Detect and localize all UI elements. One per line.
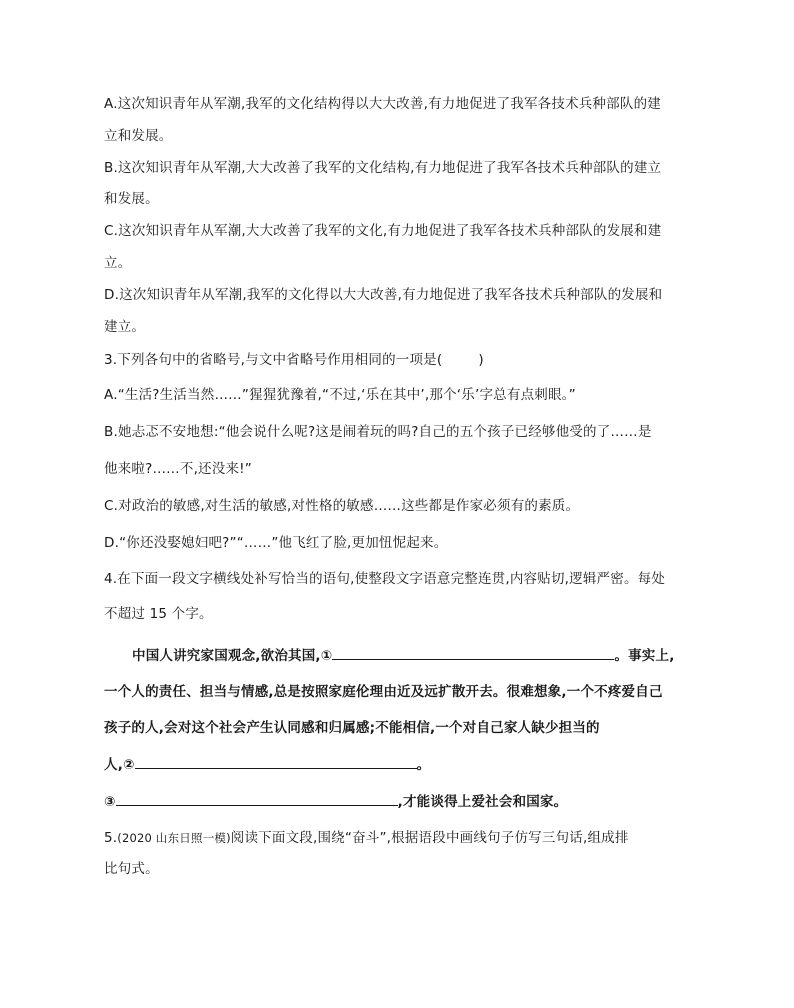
fill-blank-2[interactable] bbox=[135, 754, 417, 769]
fill-blank-3[interactable] bbox=[116, 791, 398, 806]
q4-passage-line3: 孩子的人,会对这个社会产生认同感和归属感;不能相信,一个对自己家人缺少担当的 bbox=[104, 720, 600, 736]
q5-stem-text: 阅读下面文段,围绕“奋斗”,根据语段中画线句子仿写三句话,组成排 bbox=[230, 830, 629, 846]
q3-option-a: A.“生活?生活当然……”猩猩犹豫着,“不过,‘乐在其中’,那个‘乐’字总有点刺眼。” bbox=[104, 387, 576, 403]
q4-passage-line4 bbox=[104, 754, 430, 775]
q4-passage-text: 。事实上, bbox=[614, 648, 675, 664]
question-5-stem-line2: 比句式。 bbox=[104, 861, 159, 877]
q4-passage-line2: 一个人的责任、担当与情感,总是按照家庭伦理由近及远扩散开去。很难想象,一个不疼爱自己 bbox=[104, 684, 663, 700]
option-a-line1: A.这次知识青年从军潮,我军的文化结构得以大大改善,有力地促进了我军各技术兵种部队的建 bbox=[104, 96, 661, 112]
q3-stem-close: ) bbox=[478, 352, 484, 368]
question-5-stem-line1 bbox=[104, 828, 629, 848]
question-4-stem-line2: 不超过 15 个字。 bbox=[104, 606, 213, 622]
question-4-stem-line1: 4.在下面一段文字横线处补写恰当的语句,使整段文字语意完整连贯,内容贴切,逻辑严密。每处 bbox=[104, 571, 666, 587]
option-d-line2: 建立。 bbox=[104, 319, 146, 335]
option-b-line1: B.这次知识青年从军潮,大大改善了我军的文化结构,有力地促进了我军各技术兵种部队的建立 bbox=[104, 160, 662, 176]
q4-passage-text: 。 bbox=[416, 757, 431, 773]
q5-source: (2020 山东日照一模) bbox=[117, 831, 231, 845]
q3-option-d: D.“你还没娶媳妇吧?”“……”他飞红了脸,更加忸怩起来。 bbox=[104, 535, 448, 551]
q5-number: 5. bbox=[104, 830, 118, 846]
q4-passage-text: ③ bbox=[104, 794, 116, 810]
question-3-stem bbox=[104, 350, 484, 370]
q4-passage-line1 bbox=[132, 645, 675, 666]
option-c-line1: C.这次知识青年从军潮,大大改善了我军的文化,有力地促进了我军各技术兵种部队的发展和建 bbox=[104, 223, 662, 239]
q3-stem-text: 3.下列各句中的省略号,与文中省略号作用相同的一项是( bbox=[104, 352, 443, 368]
option-c-line2: 立。 bbox=[104, 255, 132, 271]
q4-passage-text: ,才能谈得上爱社会和国家。 bbox=[397, 794, 568, 810]
option-d-line1: D.这次知识青年从军潮,我军的文化得以大大改善,有力地促进了我军各技术兵种部队的发展和 bbox=[104, 287, 663, 303]
q4-passage-text: 人,② bbox=[104, 757, 135, 773]
fill-blank-1[interactable] bbox=[332, 645, 614, 660]
q4-passage-line5 bbox=[104, 791, 567, 812]
q3-option-c: C.对政治的敏感,对生活的敏感,对性格的敏感……这些都是作家必须有的素质。 bbox=[104, 498, 580, 514]
q3-option-b-line1: B.她忐忑不安地想:“他会说什么呢?这是闹着玩的吗?自己的五个孩子已经够他受的了……是 bbox=[104, 424, 652, 440]
option-a-line2: 立和发展。 bbox=[104, 128, 173, 144]
option-b-line2: 和发展。 bbox=[104, 191, 159, 207]
q4-passage-text: 中国人讲究家国观念,欲治其国,① bbox=[132, 648, 333, 664]
q3-option-b-line2: 他来啦?……不,还没来!” bbox=[104, 461, 252, 477]
